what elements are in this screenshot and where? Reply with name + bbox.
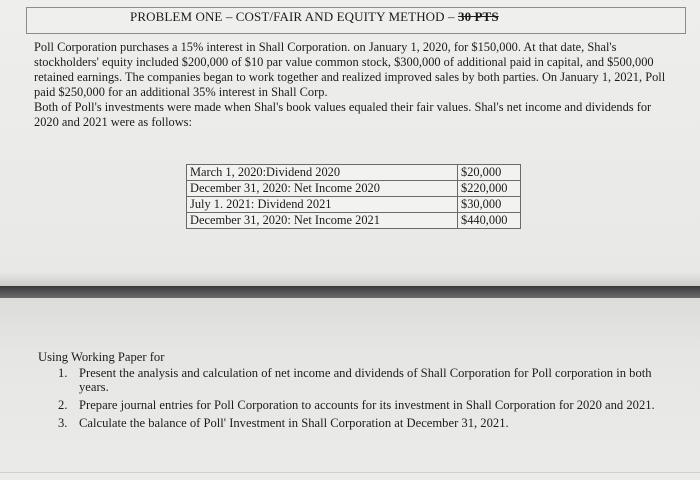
table-cell-amount: $20,000: [458, 165, 521, 181]
problem-title: [130, 9, 499, 25]
table-row: [187, 213, 521, 229]
list-item-text: Prepare journal entries for Poll Corporation to accounts for its investment in Shall Corporation for 2020 and 2021.: [79, 398, 655, 412]
tasks-list: [38, 366, 668, 434]
list-item-text: Calculate the balance of Poll' Investment in Shall Corporation at December 31, 2021.: [79, 416, 509, 430]
income-dividends-table: [186, 164, 521, 229]
intro-paragraph-1: Poll Corporation purchases a 15% interest in Shall Corporation. on January 1, 2020, for $150,000. At that date, Shal's stockholders' equity included $200,000 of $10 par value common stock, $300,000 of additional paid in capital, and $500,000 retained earnings. The companies began to work together and realized improved sales by both parties. On January 1, 2021, Poll paid $250,000 for an additional 35% interest in Shall Corp.: [34, 40, 666, 99]
list-item: [38, 416, 668, 430]
problem-title-text: PROBLEM ONE – COST/FAIR AND EQUITY METHOD –: [130, 9, 458, 24]
table-cell-label: December 31, 2020: Net Income 2021: [187, 213, 458, 229]
table-cell-label: March 1, 2020:Dividend 2020: [187, 165, 458, 181]
list-item-number: 1.: [58, 366, 68, 380]
problem-intro: [34, 40, 674, 130]
list-item-number: 3.: [58, 416, 68, 430]
page-bottom-divider: [0, 472, 700, 473]
table-cell-amount: $30,000: [458, 197, 521, 213]
table-cell-label: July 1. 2021: Dividend 2021: [187, 197, 458, 213]
table-cell-amount: $440,000: [458, 213, 521, 229]
table-row: [187, 197, 521, 213]
table-cell-label: December 31, 2020: Net Income 2020: [187, 181, 458, 197]
tasks-heading: Using Working Paper for: [38, 350, 165, 364]
table-row: [187, 165, 521, 181]
table-cell-amount: $220,000: [458, 181, 521, 197]
list-item-text: Present the analysis and calculation of net income and dividends of Shall Corporation for Poll corporation in both years.: [79, 366, 652, 394]
list-item-number: 2.: [58, 398, 68, 412]
list-item: [38, 398, 668, 412]
problem-points: 30 PTS: [457, 9, 499, 24]
intro-paragraph-2: Both of Poll's investments were made when Shal's book values equaled their fair values. Shal's net income and dividends for 2020 and 2021 were as follows:: [34, 100, 652, 129]
page-fold-shadow: [0, 272, 700, 286]
list-item: [38, 366, 668, 394]
table-row: [187, 181, 521, 197]
page-fold-band: [0, 286, 700, 298]
